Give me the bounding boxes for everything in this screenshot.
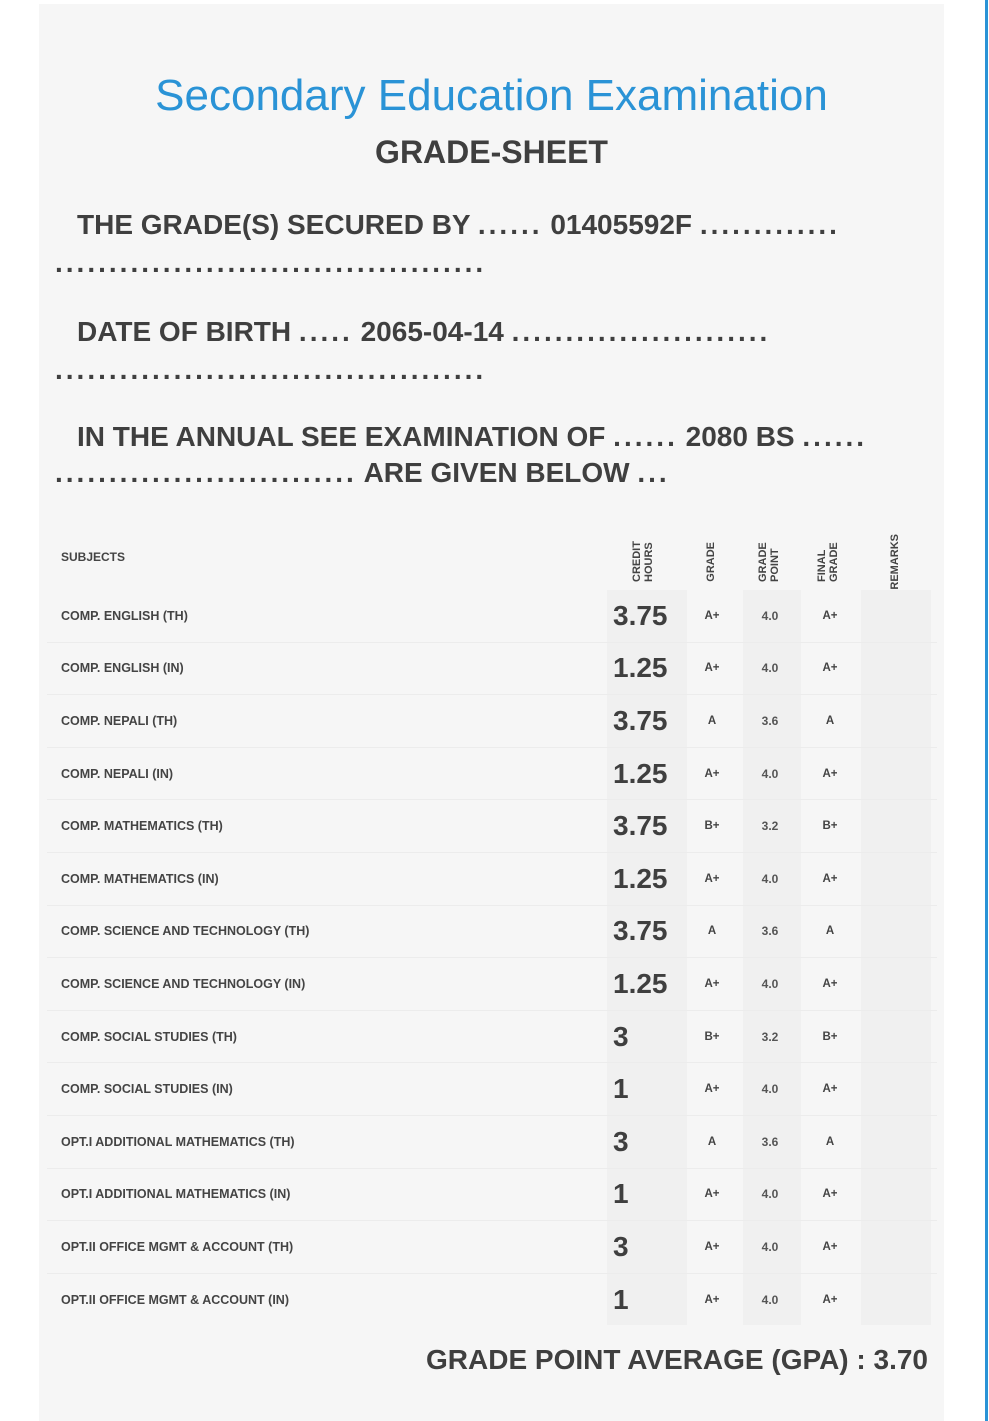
grade-point-cell: 3.6	[761, 713, 779, 728]
table-row	[47, 852, 937, 905]
subject-cell: COMP. NEPALI (IN)	[61, 766, 174, 781]
dot-leader-line: ........................................	[55, 247, 487, 278]
grade-point-cell: 4.0	[761, 976, 779, 991]
remarks-cell	[869, 1116, 925, 1168]
table-row	[47, 642, 937, 695]
grade-point-cell: 4.0	[761, 1082, 779, 1097]
grade-point-cell: 4.0	[761, 1292, 779, 1307]
credit-hours-cell: 1.25	[613, 652, 668, 684]
table-row	[47, 905, 937, 958]
table-row	[47, 1115, 937, 1168]
grade-cell: A+	[704, 1240, 720, 1253]
table-row	[47, 1273, 937, 1326]
dot-leader: ...	[637, 457, 670, 488]
table-header	[47, 526, 937, 590]
credit-hours-cell: 3	[613, 1230, 629, 1262]
subject-cell: COMP. SOCIAL STUDIES (IN)	[61, 1082, 233, 1097]
final-grade-cell: A+	[822, 1293, 838, 1306]
gpa-line	[426, 1344, 928, 1376]
credit-hours-cell: 1.25	[613, 967, 668, 999]
exam-year: 2080 BS	[685, 421, 795, 452]
dob-label: DATE OF BIRTH	[77, 316, 292, 347]
remarks-cell	[869, 590, 925, 642]
grade-point-cell: 4.0	[761, 1239, 779, 1254]
dot-leader: .............	[699, 209, 840, 240]
final-grade-cell: A+	[822, 662, 838, 675]
remarks-cell	[869, 695, 925, 747]
header-final-grade: FINAL GRADE	[816, 542, 840, 582]
secured-by-label: THE GRADE(S) SECURED BY	[77, 209, 471, 240]
window-edge-bar	[985, 0, 988, 1421]
secured-by-line	[77, 208, 840, 242]
dot-leader: ........................	[511, 316, 771, 347]
header-subjects: SUBJECTS	[61, 550, 126, 564]
remarks-cell	[869, 643, 925, 695]
credit-hours-cell: 3	[613, 1020, 629, 1052]
subject-cell: COMP. MATHEMATICS (TH)	[61, 819, 223, 834]
grade-cell: A	[707, 925, 717, 938]
grade-point-cell: 3.2	[761, 819, 779, 834]
grade-cell: A+	[704, 767, 720, 780]
credit-hours-cell: 1.25	[613, 757, 668, 789]
dob-value: 2065-04-14	[360, 316, 504, 347]
grade-cell: B+	[704, 1030, 720, 1043]
table-row	[47, 1062, 937, 1115]
final-grade-cell: B+	[822, 1030, 838, 1043]
header-remarks: REMARKS	[889, 534, 901, 590]
final-grade-cell: A+	[822, 1083, 838, 1096]
remarks-cell	[869, 1169, 925, 1221]
dot-leader: ......	[802, 421, 868, 452]
exam-title: Secondary Education Examination	[155, 71, 828, 120]
remarks-cell	[869, 1274, 925, 1326]
grade-cell: A	[707, 1135, 717, 1148]
subject-cell: OPT.II OFFICE MGMT & ACCOUNT (TH)	[61, 1239, 294, 1254]
grade-cell: A+	[704, 609, 720, 622]
table-row	[47, 590, 937, 642]
remarks-cell	[869, 800, 925, 852]
subject-cell: COMP. SOCIAL STUDIES (TH)	[61, 1029, 237, 1044]
subject-cell: COMP. MATHEMATICS (IN)	[61, 871, 219, 886]
final-grade-cell: A+	[822, 767, 838, 780]
table-row	[47, 1010, 937, 1063]
exam-label: IN THE ANNUAL SEE EXAMINATION OF	[77, 421, 606, 452]
subject-cell: COMP. ENGLISH (TH)	[61, 608, 188, 623]
dob-line	[77, 315, 770, 349]
exam-line	[77, 420, 867, 454]
dot-leader: ............................	[55, 457, 357, 488]
credit-hours-cell: 1	[613, 1178, 629, 1210]
grade-sheet-heading: GRADE-SHEET	[375, 134, 608, 170]
credit-hours-cell: 1.25	[613, 862, 668, 894]
dot-leader: .....	[298, 316, 353, 347]
header-grade-point: GRADE POINT	[757, 542, 781, 582]
grade-cell: A+	[704, 662, 720, 675]
final-grade-cell: A+	[822, 977, 838, 990]
credit-hours-cell: 3.75	[613, 704, 668, 736]
grades-table	[47, 526, 937, 1325]
dot-leader-line: ........................................	[55, 354, 487, 385]
final-grade-cell: A	[825, 925, 835, 938]
remarks-cell	[869, 1063, 925, 1115]
grade-cell: A+	[704, 872, 720, 885]
final-grade-cell: A+	[822, 1240, 838, 1253]
table-row	[47, 799, 937, 852]
grade-sheet-card	[39, 4, 944, 1421]
given-below-text: ARE GIVEN BELOW	[363, 457, 630, 488]
subject-cell: OPT.I ADDITIONAL MATHEMATICS (IN)	[61, 1187, 291, 1202]
credit-hours-cell: 3.75	[613, 599, 668, 631]
dot-leader: ......	[477, 209, 543, 240]
grade-cell: A+	[704, 1083, 720, 1096]
grade-point-cell: 4.0	[761, 871, 779, 886]
grade-point-cell: 3.6	[761, 924, 779, 939]
table-row	[47, 1168, 937, 1221]
header-grade: GRADE	[705, 542, 717, 582]
credit-hours-cell: 1	[613, 1283, 629, 1315]
credit-hours-cell: 3.75	[613, 810, 668, 842]
dot-leader: ......	[613, 421, 678, 452]
remarks-cell	[869, 1221, 925, 1273]
remarks-cell	[869, 748, 925, 800]
grade-point-cell: 3.6	[761, 1134, 779, 1149]
grade-cell: A	[707, 714, 717, 727]
exam-line-2	[55, 456, 670, 490]
grade-point-cell: 4.0	[761, 608, 779, 623]
final-grade-cell: A+	[822, 872, 838, 885]
subject-cell: COMP. SCIENCE AND TECHNOLOGY (IN)	[61, 976, 306, 991]
credit-hours-cell: 3.75	[613, 915, 668, 947]
grade-point-cell: 3.2	[761, 1029, 779, 1044]
table-row	[47, 694, 937, 747]
gpa-label: GRADE POINT AVERAGE (GPA) :	[426, 1344, 866, 1375]
final-grade-cell: A+	[822, 609, 838, 622]
symbol-number: 01405592F	[550, 209, 693, 240]
final-grade-cell: A+	[822, 1188, 838, 1201]
subject-cell: OPT.I ADDITIONAL MATHEMATICS (TH)	[61, 1134, 295, 1149]
remarks-cell	[869, 906, 925, 958]
credit-hours-cell: 3	[613, 1125, 629, 1157]
remarks-cell	[869, 958, 925, 1010]
grade-cell: B+	[704, 820, 720, 833]
header-credit-hours: CREDIT HOURS	[631, 541, 655, 582]
table-row	[47, 957, 937, 1010]
grade-cell: A+	[704, 1293, 720, 1306]
remarks-cell	[869, 853, 925, 905]
final-grade-cell: A	[825, 1135, 835, 1148]
grade-cell: A+	[704, 977, 720, 990]
table-body	[47, 590, 937, 1325]
table-row	[47, 747, 937, 800]
remarks-cell	[869, 1011, 925, 1063]
subject-cell: COMP. SCIENCE AND TECHNOLOGY (TH)	[61, 924, 310, 939]
table-row	[47, 1220, 937, 1273]
grade-cell: A+	[704, 1188, 720, 1201]
grade-point-cell: 4.0	[761, 766, 779, 781]
grade-point-cell: 4.0	[761, 661, 779, 676]
subject-cell: COMP. ENGLISH (IN)	[61, 661, 184, 676]
gpa-value: 3.70	[873, 1344, 928, 1375]
final-grade-cell: A	[825, 714, 835, 727]
credit-hours-cell: 1	[613, 1073, 629, 1105]
final-grade-cell: B+	[822, 820, 838, 833]
subject-cell: OPT.II OFFICE MGMT & ACCOUNT (IN)	[61, 1292, 289, 1307]
subject-cell: COMP. NEPALI (TH)	[61, 713, 178, 728]
grade-point-cell: 4.0	[761, 1187, 779, 1202]
